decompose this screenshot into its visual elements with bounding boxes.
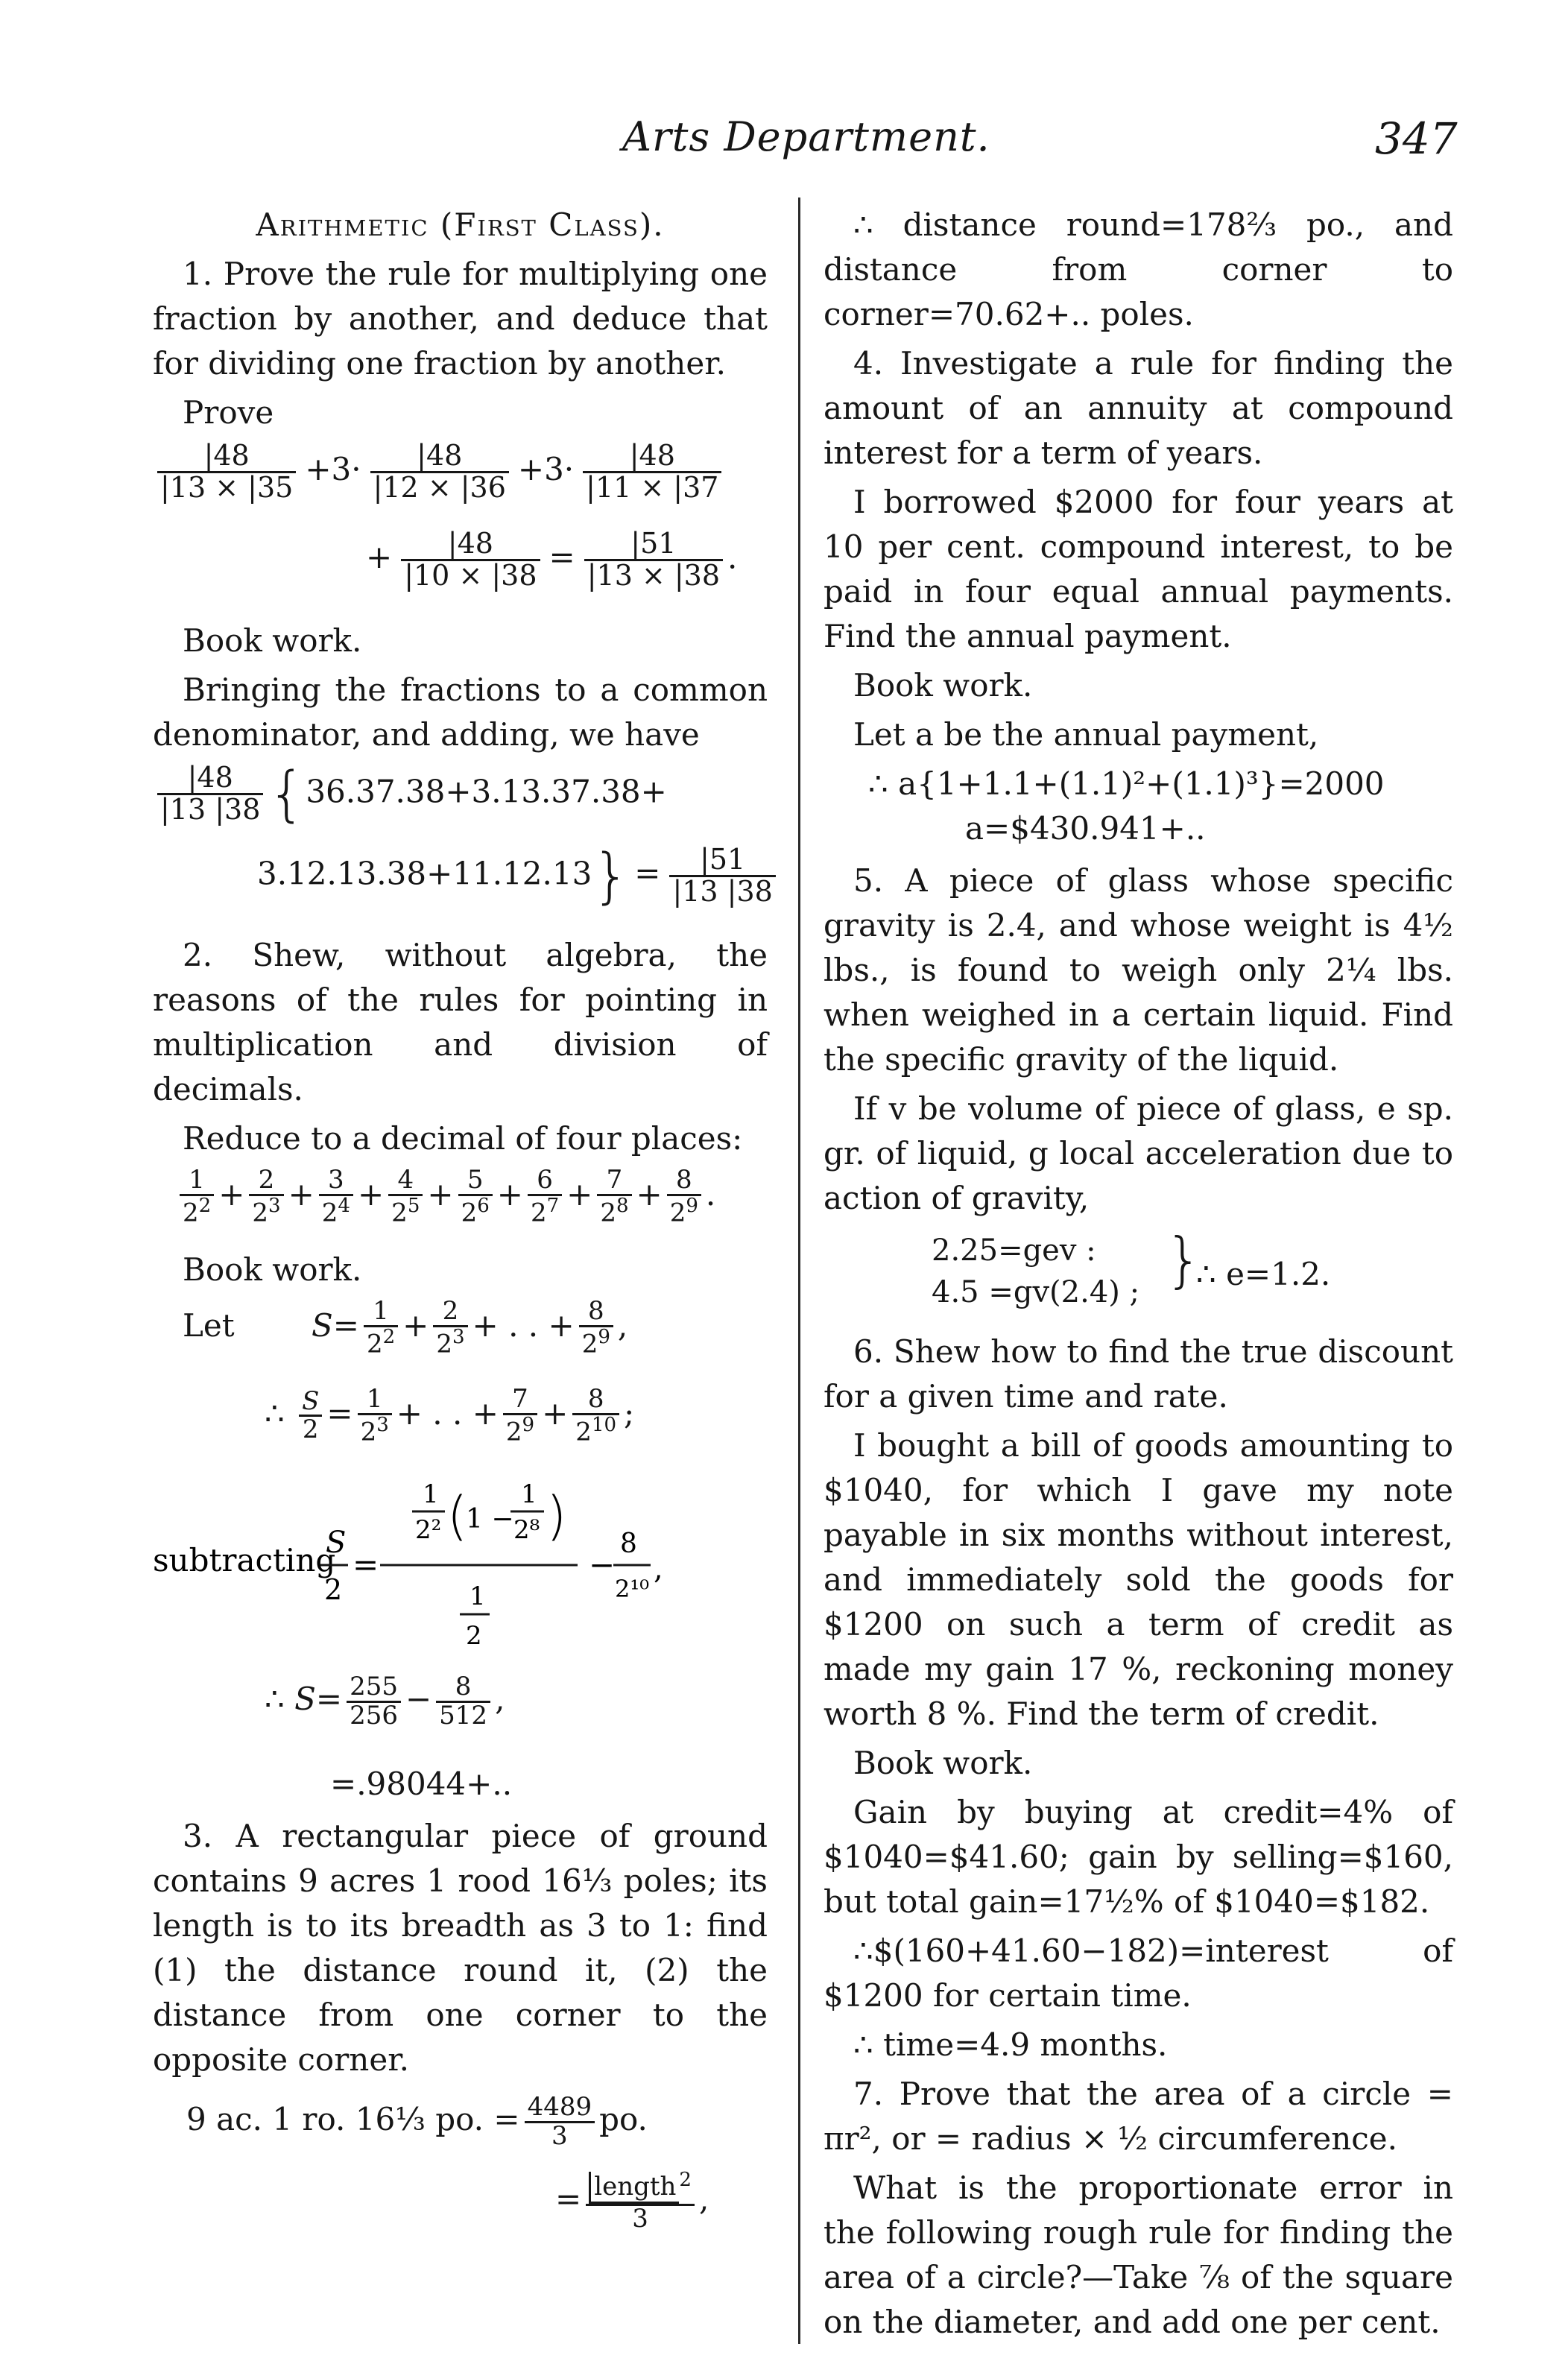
equation-area: 9 ac. 1 ro. 16⅓ po. = $\frac{4489}{3}$ po. = $\frac{length ^2}{3}$ , [186,2092,709,2234]
eq-term: |11 × |37 [583,471,721,503]
bringing-text: Bringing the fractions to a common denominator, and adding, we have [153,671,768,753]
right-column [823,203,1453,2349]
book-work-label: Book work. [183,622,362,659]
question-5-text: 5. A piece of glass whose specific gravity is 2.4, and whose weight is 4½ lbs., is found to weigh only 2¼ lbs. when weighed in a certain liquid. Find the specific gravity of the liquid. [823,862,1453,1078]
prove-label: Prove [183,394,274,431]
sum-line-2: 3.12.13.38+11.12.13 [257,855,592,892]
equation-series: $\frac{1}{2^2}$ + $\frac{2}{2^3}$ + $\frac{3}{2^4}$ + $\frac{4}{2^5}$ + $\frac{5}{2^6}$ + $\frac{6}{2^7}$ + $\frac{7}{2^8}$ + $\frac{8}{2^9}$ . [153,1167,768,1242]
equation-s-result: ∴ S= $\frac{255}{256}$ − $\frac{8}{512}$ , [265,1672,505,1731]
eq-term: |48 [447,527,493,560]
eq-term: |48 [417,439,463,472]
gain-text: Gain by buying at credit=4% of $1040=$41.60; gain by selling=$160, but total gain=17½% of $1040=$182. [823,1794,1453,1920]
subtracting-label: subtracting [153,1542,336,1578]
eq-term: |48 [629,439,675,472]
svg-text:1: 1 [521,1479,537,1509]
svg-text:): ) [546,1485,567,1546]
svg-text:,: , [654,1552,663,1586]
eq-term: |10 × |38 [401,559,540,591]
svg-text:8: 8 [620,1529,637,1559]
left-column [153,203,773,2236]
sum-line-1: 36.37.38+3.13.37.38+ [306,773,667,810]
question-4-text: 4. Investigate a rule for finding the amount of an annuity at compound interest for a term of years. [823,345,1453,471]
annuity-equation: ∴ a{1+1.1+(1.1)²+(1.1)³}=2000 [868,765,1385,802]
equation-half-s: ∴ $\frac{S}{2}$ = $\frac{1}{2^3}$ + . . + $\frac{7}{2^9}$ + $\frac{8}{2^{10}}$ ; [265,1384,635,1447]
interest-text: ∴$(160+41.60−182)=interest of $1200 for certain time. [823,1932,1453,2014]
eq-term: |13 × |38 [584,559,723,591]
distance-result: ∴ distance round=178⅔ po., and distance from corner to corner=70.62+.. poles. [823,206,1453,332]
book-work-label-3: Book work. [853,667,1033,704]
svg-text:2: 2 [466,1621,482,1651]
svg-text:2¹⁰: 2¹⁰ [615,1575,650,1603]
page-number: 347 [1375,113,1458,164]
equation-common-denominator: $\frac{|48}{|13 |38}$ {36.37.38+3.13.37.38+ 3.12.13.38+11.12.13} = $\frac{|51}{|13 |38}$ [153,763,768,927]
sg-result: ∴ e=1.2. [1196,1256,1331,1292]
svg-text:2²: 2² [415,1515,442,1545]
svg-text:2: 2 [324,1573,343,1606]
question-4-problem: I borrowed $2000 for four years at 10 per cent. compound interest, to be paid in four equal annual payments. Find the annual payment. [823,484,1453,654]
svg-text:1: 1 [470,1581,486,1611]
let-label: Let [183,1306,235,1344]
eq-term: |51 [630,527,677,560]
eq-term: |48 [203,439,250,472]
annuity-result: a=$430.941+.. [965,810,1206,847]
equation-let-s: Let S= $\frac{1}{2^2}$ + $\frac{2}{2^3}$ + . . + $\frac{8}{2^9}$ , [153,1298,768,1380]
svg-text:S: S [326,1526,347,1560]
eq-term: |12 × |36 [370,471,509,503]
subtracting-expression [153,1474,749,1668]
equation-subtracting [153,1474,768,1668]
time-result: ∴ time=4.9 months. [853,2026,1168,2063]
let-a-text: Let a be the annual payment, [853,716,1319,753]
question-7-text: 7. Prove that the area of a circle = πr², or = radius × ½ circumference. [823,2076,1453,2157]
svg-text:1 −: 1 − [466,1504,514,1535]
column-divider [798,197,800,2344]
running-title: Arts Department. [622,113,990,160]
question-3-text: 3. A rectangular piece of ground contains 9 acres 1 rood 16⅓ poles; its length is to its breadth as 3 to 1: find (1) the distance round it, (2) the distance from one corner to the opposite corner. [153,1818,768,2078]
book-work-label-2: Book work. [183,1251,362,1288]
question-2-text: 2. Shew, without algebra, the reasons of the rules for pointing in multiplication and division of decimals. [153,937,768,1107]
length-word: length [589,2172,679,2204]
svg-text:2⁸: 2⁸ [513,1515,540,1545]
area-lhs: 9 ac. 1 ro. 16⅓ po. = [186,2101,520,2138]
sg-line-2: 4.5 =gv(2.4) ; [932,1275,1140,1309]
equation-q1-sum: $\frac{|48}{|13 \times |35}$ +3· $\frac{|48}{|12 \times |36}$ +3· $\frac{|48}{|11 \times |37}$ + $\frac{|48}{|10 \times |38}$ = $\frac{|51}{|13 \times |38}$ . [153,441,768,613]
question-1-text: 1. Prove the rule for multiplying one fraction by another, and deduce that for dividing one fraction by another. [153,256,768,382]
question-5-setup: If v be volume of piece of glass, e sp. gr. of liquid, g local acceleration due to action of gravity, [823,1090,1453,1216]
svg-text:1: 1 [423,1479,439,1509]
svg-text:−: − [589,1546,616,1583]
area-denominator: 3 [525,2121,595,2150]
question-6-text: 6. Shew how to find the true discount for a given time and rate. [823,1333,1453,1415]
area-numerator: 4489 [527,2092,592,2122]
svg-text:=: = [353,1546,379,1583]
svg-text:(: ( [447,1485,468,1546]
reduce-text: Reduce to a decimal of four places: [183,1120,743,1157]
s-value: =.98044+.. [330,1766,513,1802]
question-6-problem: I bought a bill of goods amounting to $1040, for which I gave my note payable in six months without interest, and immediately sold the goods for $1200 on such a term of credit as made my gain 17 %, reckoning money worth 8 %. Find the term of credit. [823,1427,1453,1732]
sg-line-1: 2.25=gev : [932,1233,1096,1268]
equation-specific-gravity: 2.25=gev : 4.5 =gv(2.4) ; } ∴ e=1.2. [823,1227,1453,1324]
question-7-problem: What is the proportionate error in the following rough rule for finding the area of a circle?—Take ⅞ of the square on the diameter, and add one per cent. [823,2169,1453,2340]
area-unit: po. [599,2101,648,2138]
section-title: Arithmetic (First Class). [256,206,665,243]
book-work-label-4: Book work. [853,1745,1033,1781]
eq-term: |13 × |35 [157,471,296,503]
